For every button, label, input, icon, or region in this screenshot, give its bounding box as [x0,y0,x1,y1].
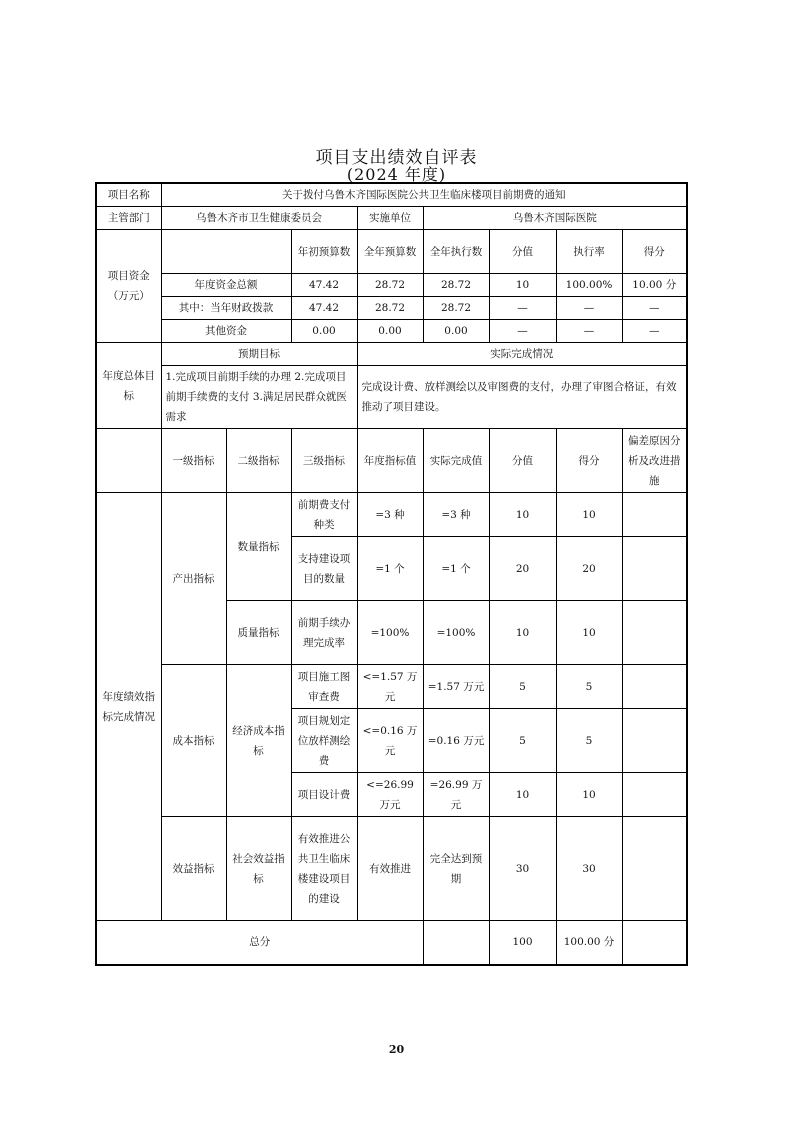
page-title: 项目支出绩效自评表 [315,148,478,168]
indicator-header-blank [96,429,161,493]
indicator-header-note: 偏差原因分析及改进措施 [622,429,687,493]
indicator-l3: 项目施工图审查费 [291,665,357,709]
indicator-actual: =1 个 [423,537,489,601]
funds-header-rate: 执行率 [556,230,622,274]
indicator-score: 5 [556,665,622,709]
row-department [96,207,687,230]
indicator-note [622,773,687,817]
row-funds-header [96,230,687,274]
indicator-val: 10 [489,493,556,537]
indicator-score: 10 [556,601,622,665]
project-name-value: 关于拨付乌鲁木齐国际医院公共卫生临床楼项目前期费的通知 [161,183,687,207]
funds-row-score: — [622,320,687,343]
table-row [96,817,687,921]
indicator-header-l1: 一级指标 [161,429,226,493]
indicator-l2-quantity: 数量指标 [226,493,291,601]
indicator-l2-social: 社会效益指标 [226,817,291,921]
funds-row-init: 47.42 [291,297,357,320]
indicator-val: 30 [489,817,556,921]
indicator-note [622,665,687,709]
indicator-header-l3: 三级指标 [291,429,357,493]
funds-row-full: 0.00 [357,320,423,343]
indicator-actual: =100% [423,601,489,665]
funds-header-init: 年初预算数 [291,230,357,274]
funds-row-name: 其中：当年财政拨款 [161,297,291,320]
table-row [96,665,687,709]
row-goals-content [96,366,687,429]
indicator-actual: 完全达到预期 [423,817,489,921]
indicator-target: <=0.16 万元 [357,709,423,773]
total-blank [423,921,489,965]
indicator-score: 5 [556,709,622,773]
indicator-l3: 前期手续办理完成率 [291,601,357,665]
indicator-target: =3 种 [357,493,423,537]
indicator-val: 10 [489,601,556,665]
funds-row-full: 28.72 [357,274,423,297]
indicator-l3: 项目规划定位放样测绘费 [291,709,357,773]
funds-row-exec: 28.72 [423,297,489,320]
total-score: 100.00 分 [556,921,622,965]
indicator-actual: =26.99 万元 [423,773,489,817]
impl-value: 乌鲁木齐国际医院 [423,207,687,230]
page-number: 20 [388,1043,405,1056]
indicator-l3: 支持建设项目的数量 [291,537,357,601]
indicator-target: =100% [357,601,423,665]
indicator-l1-benefit: 效益指标 [161,817,226,921]
indicator-note [622,709,687,773]
indicator-l2-quality: 质量指标 [226,601,291,665]
funds-header-scoreval: 分值 [489,230,556,274]
goals-expected-label: 预期目标 [161,343,357,366]
indicator-l1-cost: 成本指标 [161,665,226,817]
indicator-score: 10 [556,493,622,537]
goals-label: 年度总体目标 [96,343,161,429]
indicator-header-score: 得分 [556,429,622,493]
table-row [96,493,687,537]
indicator-score: 30 [556,817,622,921]
indicator-val: 20 [489,537,556,601]
indicator-note [622,537,687,601]
indicator-target: 有效推进 [357,817,423,921]
funds-row-name: 年度资金总额 [161,274,291,297]
indicator-actual: =0.16 万元 [423,709,489,773]
indicator-actual: =3 种 [423,493,489,537]
indicator-l3: 项目设计费 [291,773,357,817]
funds-header-full: 全年预算数 [357,230,423,274]
indicator-target: <=26.99 万元 [357,773,423,817]
funds-row-exec: 0.00 [423,320,489,343]
indicator-l1-output: 产出指标 [161,493,226,665]
impl-label: 实施单位 [357,207,423,230]
funds-header-exec: 全年执行数 [423,230,489,274]
funds-header-blank [161,230,291,274]
total-note [622,921,687,965]
row-goals-header [96,343,687,366]
page-subtitle-year: (2024 年度) [346,165,447,184]
dept-label: 主管部门 [96,207,161,230]
indicator-header-actual: 实际完成值 [423,429,489,493]
indicator-note [622,493,687,537]
funds-row-scoreval: — [489,297,556,320]
row-project-name [96,183,687,207]
goals-actual-label: 实际完成情况 [357,343,687,366]
funds-header-score: 得分 [622,230,687,274]
funds-row-name: 其他资金 [161,320,291,343]
indicator-note [622,817,687,921]
indicator-actual: =1.57 万元 [423,665,489,709]
indicator-val: 10 [489,773,556,817]
funds-row-score: — [622,297,687,320]
row-funds-fiscal [96,297,687,320]
funds-row-exec: 28.72 [423,274,489,297]
funds-row-init: 47.42 [291,274,357,297]
indicator-val: 5 [489,665,556,709]
goals-actual: 完成设计费、放样测绘以及审图费的支付，办理了审图合格证，有效推动了项目建设。 [357,366,687,429]
performance-table [95,182,688,966]
indicator-l2-economic: 经济成本指标 [226,665,291,817]
dept-value: 乌鲁木齐市卫生健康委员会 [161,207,357,230]
indicator-score: 10 [556,773,622,817]
funds-row-rate: — [556,297,622,320]
project-name-label: 项目名称 [96,183,161,207]
total-label: 总分 [96,921,423,965]
indicator-header-l2: 二级指标 [226,429,291,493]
funds-row-full: 28.72 [357,297,423,320]
indicator-header-val: 分值 [489,429,556,493]
indicator-note [622,601,687,665]
indicator-l3: 有效推进公共卫生临床楼建设项目的建设 [291,817,357,921]
indicator-section-label: 年度绩效指标完成情况 [96,493,161,921]
indicator-target: <=1.57 万元 [357,665,423,709]
indicator-val: 5 [489,709,556,773]
indicator-target: =1 个 [357,537,423,601]
indicator-l3: 前期费支付种类 [291,493,357,537]
funds-row-scoreval: 10 [489,274,556,297]
funds-row-init: 0.00 [291,320,357,343]
funds-row-score: 10.00 分 [622,274,687,297]
row-indicator-header [96,429,687,493]
row-funds-other [96,320,687,343]
funds-row-rate: — [556,320,622,343]
row-total [96,921,687,965]
indicator-score: 20 [556,537,622,601]
total-val: 100 [489,921,556,965]
funds-label: 项目资金（万元） [96,230,161,343]
goals-expected: 1.完成项目前期手续的办理 2.完成项目前期手续费的支付 3.满足居民群众就医需求 [161,366,357,429]
funds-row-scoreval: — [489,320,556,343]
funds-row-rate: 100.00% [556,274,622,297]
row-funds-total [96,274,687,297]
indicator-header-target: 年度指标值 [357,429,423,493]
